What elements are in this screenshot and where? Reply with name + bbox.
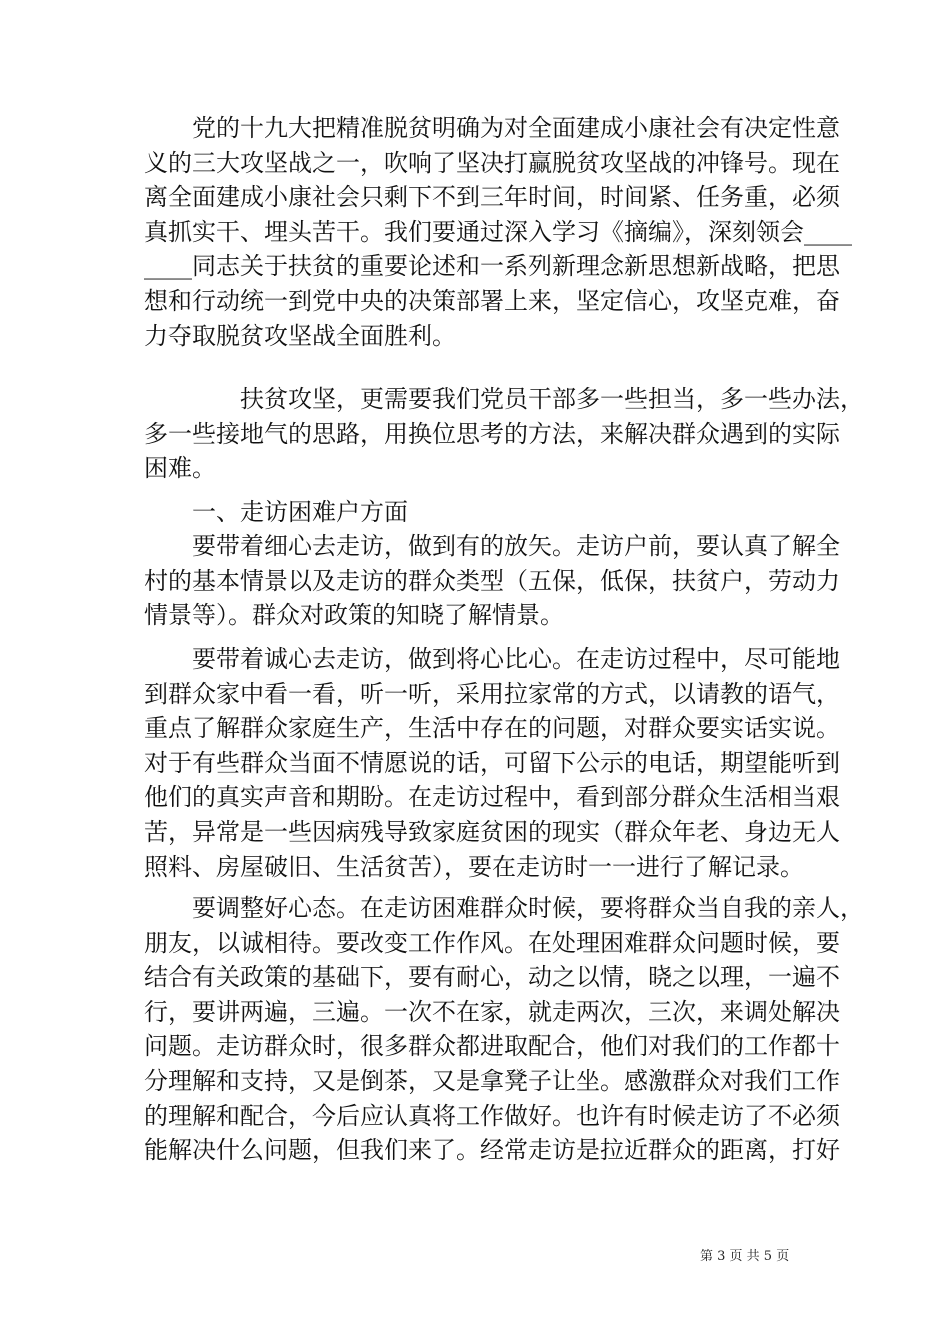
text-line: 行，要讲两遍，三遍。一次不在家，就走两次，三次，来调处解决 [144,997,840,1026]
text-line: 对于有些群众当面不情愿说的话，可留下公示的电话，期望能听到 [144,748,840,777]
text-line: 结合有关政策的基础下，要有耐心，动之以情，晓之以理，一遍不 [144,963,840,992]
text-line: 要带着诚心去走访，做到将心比心。在走访过程中，尽可能地 [192,645,840,673]
text-line: 义的三大攻坚战之一，吹响了坚决打赢脱贫攻坚战的冲锋号。现在 [144,148,840,177]
text-line: 重点了解群众家庭生产，生活中存在的问题，对群众要实话实说。 [144,714,840,743]
text-line: 党的十九大把精准脱贫明确为对全面建成小康社会有决定性意 [192,114,840,142]
text-line: 到群众家中看一看，听一听，采用拉家常的方式，以请教的语气， [144,679,840,708]
text-line: ____同志关于扶贫的重要论述和一系列新理念新思想新战略，把思 [144,252,840,281]
text-line: 真抓实干、埋头苦干。我们要通过深入学习《摘编》，深刻领会____ [144,217,852,246]
text-line: 要调整好心态。在走访困难群众时候，要将群众当自我的亲人， [192,894,864,922]
text-line: 多一些接地气的思路，用换位思考的方法，来解决群众遇到的实际 [144,419,840,448]
text-line: 力夺取脱贫攻坚战全面胜利。 [144,321,456,350]
text-line: 要带着细心去走访，做到有的放矢。走访户前，要认真了解全 [192,532,840,560]
text-line: 问题。走访群众时，很多群众都进取配合，他们对我们的工作都十 [144,1032,840,1061]
text-line: 照料、房屋破旧、生活贫苦），要在走访时一一进行了解记录。 [144,852,804,881]
text-line: 朋友，以诚相待。要改变工作作风。在处理困难群众问题时候，要 [144,928,840,957]
text-line: 想和行动统一到党中央的决策部署上来，坚定信心，攻坚克难，奋 [144,287,840,315]
text-line: 扶贫攻坚，更需要我们党员干部多一些担当，多一些办法， [240,385,864,413]
text-line: 离全面建成小康社会只剩下不到三年时间，时间紧、任务重，必须 [144,183,840,212]
text-line: 困难。 [144,454,216,483]
text-line: 一、走访困难户方面 [192,498,408,526]
text-line: 能解决什么问题，但我们来了。经常走访是拉近群众的距离，打好 [144,1136,840,1165]
text-line: 苦，异常是一些因病残导致家庭贫困的现实（群众年老、身边无人 [144,818,840,846]
text-line: 的理解和配合，今后应认真将工作做好。也许有时候走访了不必须 [144,1101,840,1130]
text-line: 情景等）。群众对政策的知晓了解情景。 [144,601,564,630]
text-line: 村的基本情景以及走访的群众类型（五保，低保，扶贫户，劳动力 [144,566,840,595]
text-line: 他们的真实声音和期盼。在走访过程中，看到部分群众生活相当艰 [144,783,840,812]
text-line: 分理解和支持，又是倒茶，又是拿凳子让坐。感激群众对我们工作 [144,1067,840,1095]
page-footer: 第 3 页 共 5 页 [700,1249,790,1264]
